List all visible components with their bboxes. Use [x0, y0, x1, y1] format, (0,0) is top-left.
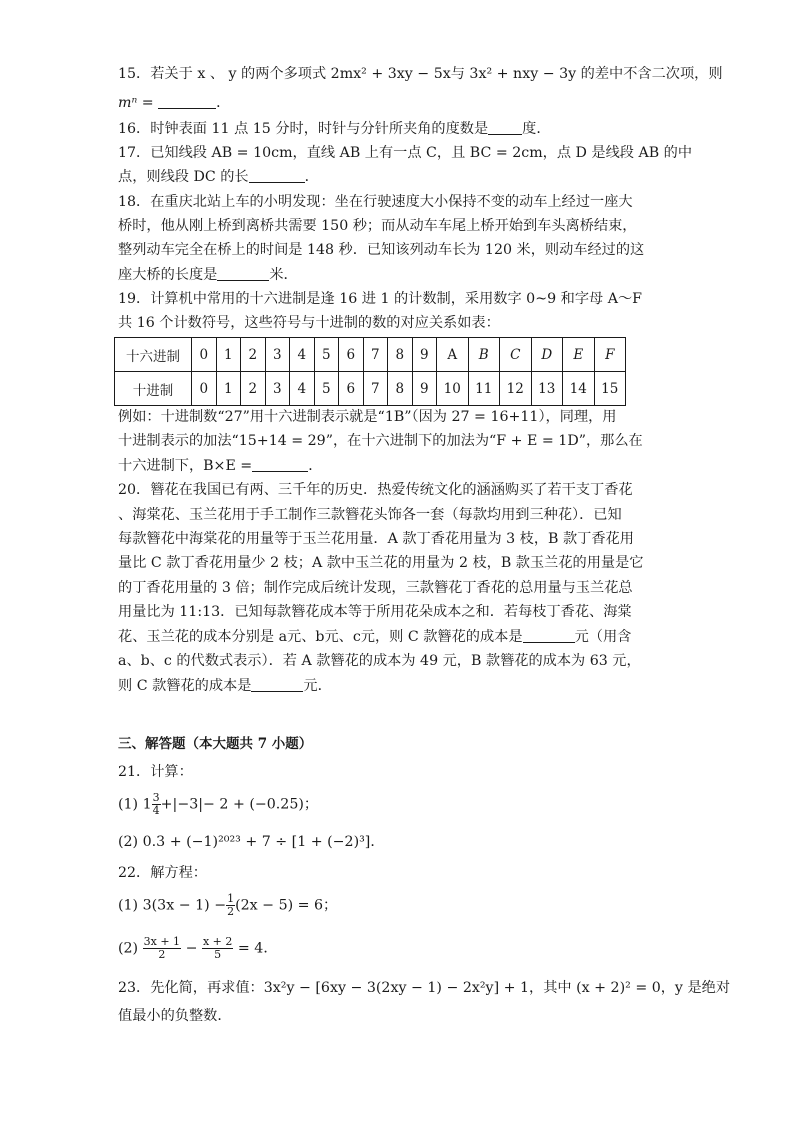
fraction: [143, 936, 181, 961]
q18-line3: 整列动车完全在桥上的时间是 148 秒．已知该列动车长为 120 米，则动车经过的这: [118, 242, 645, 258]
q21-title: 21．计算：: [118, 764, 193, 780]
table-cell: 9: [412, 372, 437, 406]
mixed-whole: 1: [142, 796, 152, 813]
table-cell: 12: [500, 372, 532, 406]
table-cell: 7: [363, 338, 388, 372]
fraction-denominator: 5: [214, 948, 222, 961]
q19-line2: 共 16 个计数符号，这些符号与十进制的数的对应关系如表：: [118, 315, 500, 331]
q15-expr: mⁿ =: [118, 95, 159, 111]
q17-answer-blank[interactable]: [249, 168, 305, 183]
table-row-label: 十进制: [115, 372, 192, 406]
q20-text-b: 元（用含: [574, 629, 632, 645]
q21-part2: [118, 832, 385, 852]
q17-line2: [118, 167, 319, 187]
q22-title: 22．解方程：: [118, 865, 207, 881]
table-cell: B: [468, 338, 500, 372]
table-cell: 4: [290, 338, 315, 372]
fraction-denominator: 2: [227, 905, 235, 918]
table-cell: 11: [468, 372, 500, 406]
table-cell: 15: [594, 372, 626, 406]
q15-suffix: ．: [216, 95, 231, 111]
q18-line4: [118, 265, 298, 285]
q21-part1: [118, 792, 318, 817]
fraction: [226, 893, 235, 918]
q20-answer-blank-1[interactable]: [523, 628, 575, 643]
table-cell: 5: [314, 338, 339, 372]
q15-answer-blank[interactable]: [158, 94, 216, 109]
table-cell: 13: [531, 372, 563, 406]
q18-line2: 桥时，他从刚上桥到离桥共需要 150 秒；而从动车车尾上桥开始到车头离桥结束，: [118, 218, 637, 234]
q20-line7: [118, 627, 631, 647]
table-row-hex: [115, 338, 626, 372]
q21-expr1: +|−3|− 2 + (−0.25)；: [160, 796, 319, 813]
hex-decimal-table: [114, 337, 626, 406]
table-cell: 6: [339, 338, 364, 372]
q22-expr2-post: = 4．: [237, 940, 278, 957]
q20-line9: [118, 676, 332, 696]
q20-line1: 20．簪花在我国已有两、三千年的历史．热爱传统文化的涵涵购买了若干支丁香花: [118, 482, 633, 498]
part-label: (2): [118, 834, 139, 850]
q18-line1: 18．在重庆北站上车的小明发现：坐在行驶速度大小保持不变的动车上经过一座大: [118, 194, 633, 210]
table-cell: E: [563, 338, 595, 372]
q20-line8: a、b、c 的代数式表示）．若 A 款簪花的成本为 49 元，B 款簪花的成本为 63 元，: [118, 653, 641, 669]
q19-text: 十六进制下，B×E =: [118, 458, 253, 474]
part-label: (1): [118, 897, 139, 914]
q20-suffix: 元．: [303, 678, 332, 694]
table-cell: 7: [363, 372, 388, 406]
q19-line5: [118, 456, 322, 476]
q20-line6: 用量比为 11:13．已知每款簪花成本等于所用花朵成本之和．若每枝丁香花、海棠: [118, 604, 632, 620]
q18-text: 座大桥的长度是: [118, 267, 218, 283]
q20-text: 花、玉兰花的成本分别是 a元、b元、c元，则 C 款簪花的成本是: [118, 629, 523, 645]
table-cell: 9: [412, 338, 437, 372]
q22-expr1-post: (2x − 5) = 6；: [235, 897, 338, 914]
q20-line4: 量比 C 款丁香花用量少 2 枝；A 款中玉兰花的用量为 2 枝，B 款玉兰花的用量是它: [118, 555, 644, 571]
table-cell: 1: [216, 338, 241, 372]
q20-line5: 的丁香花用量的 3 倍；制作完成后统计发现，三款簪花丁香花的总用量与玉兰花总: [118, 580, 633, 596]
table-cell: 8: [388, 338, 413, 372]
q16-suffix: 度．: [522, 121, 551, 137]
table-row-label: 十六进制: [115, 338, 192, 372]
table-cell: 2: [241, 338, 266, 372]
table-cell: 6: [339, 372, 364, 406]
q21-expr2: 0.3 + (−1)²⁰²³ + 7 ÷ [1 + (−2)³]．: [142, 834, 385, 850]
table-cell: 0: [192, 372, 217, 406]
table-cell: 14: [563, 372, 595, 406]
table-cell: 8: [388, 372, 413, 406]
fraction: [202, 936, 233, 961]
q19-line1: 19．计算机中常用的十六进制是逢 16 进 1 的计数制，采用数字 0~9 和字母 A～F: [118, 291, 642, 307]
fraction-numerator: x + 2: [202, 935, 233, 948]
table-cell: 1: [216, 372, 241, 406]
fraction-numerator: 3x + 1: [143, 935, 181, 948]
q20-answer-blank-2[interactable]: [251, 677, 303, 692]
q22-expr1-pre: 3(3x − 1) −: [142, 897, 227, 914]
part-label: (2): [118, 940, 139, 957]
q23-line1: 23．先化简，再求值：3x²y − [6xy − 3(2xy − 1) − 2x²y] + 1，其中 (x + 2)² = 0，y 是绝对: [118, 980, 731, 996]
table-row-decimal: [115, 372, 626, 406]
q18-answer-blank[interactable]: [217, 266, 269, 281]
q19-line4: 十进制表示的加法“15+14 = 29”，在十六进制下的加法为“F + E = 1D”，那么在: [118, 433, 643, 449]
q16-answer-blank[interactable]: [488, 120, 522, 135]
table-cell: C: [500, 338, 532, 372]
table-cell: 5: [314, 372, 339, 406]
q18-suffix: 米．: [269, 267, 298, 283]
q19-line3: 例如：十进制数“27”用十六进制表示就是“1B”（因为 27 = 16+11），同理，用: [118, 409, 617, 425]
table-cell: F: [594, 338, 626, 372]
fraction-numerator: 1: [227, 892, 235, 905]
table-cell: 3: [265, 372, 290, 406]
fraction: [152, 792, 161, 817]
q17-text: 点，则线段 DC 的长: [118, 169, 249, 185]
table-cell: 4: [290, 372, 315, 406]
q16-text: 16．时钟表面 11 点 15 分时，时针与分针所夹角的度数是: [118, 121, 489, 137]
q20-text-c: 则 C 款簪花的成本是: [118, 678, 252, 694]
q20-line2: 、海棠花、玉兰花用于手工制作三款簪花头饰各一套（每款均用到三种花）．已知: [118, 507, 622, 523]
q17-line1: 17．已知线段 AB = 10cm，直线 AB 上有一点 C，且 BC = 2cm，点 D 是线段 AB 的中: [118, 145, 693, 161]
minus-sign: −: [185, 940, 198, 957]
table-cell: D: [531, 338, 563, 372]
table-cell: A: [437, 338, 469, 372]
table-cell: 10: [437, 372, 469, 406]
q19-suffix: ．: [308, 458, 323, 474]
q20-line3: 每款簪花中海棠花的用量等于玉兰花用量．A 款丁香花用量为 3 枝，B 款丁香花用: [118, 531, 634, 547]
table-cell: 2: [241, 372, 266, 406]
q22-part1: [118, 893, 337, 918]
part-label: (1): [118, 796, 139, 813]
fraction-denominator: 4: [152, 804, 160, 817]
q23-line2: 值最小的负整数．: [118, 1008, 232, 1024]
fraction-denominator: 2: [158, 948, 166, 961]
table-cell: 3: [265, 338, 290, 372]
q19-answer-blank[interactable]: [252, 457, 308, 472]
q16-line: [118, 119, 551, 139]
q17-suffix: ．: [304, 169, 319, 185]
table-cell: 0: [192, 338, 217, 372]
section-title: 三、解答题（本大题共 7 小题）: [118, 736, 313, 752]
q15-line2: [118, 93, 230, 113]
fraction-numerator: 3: [152, 791, 160, 804]
q15-line1: 15．若关于 x 、 y 的两个多项式 2mx² + 3xy − 5x与 3x² + nxy − 3y 的差中不含二次项，则: [118, 66, 723, 82]
q22-part2: [118, 936, 278, 961]
